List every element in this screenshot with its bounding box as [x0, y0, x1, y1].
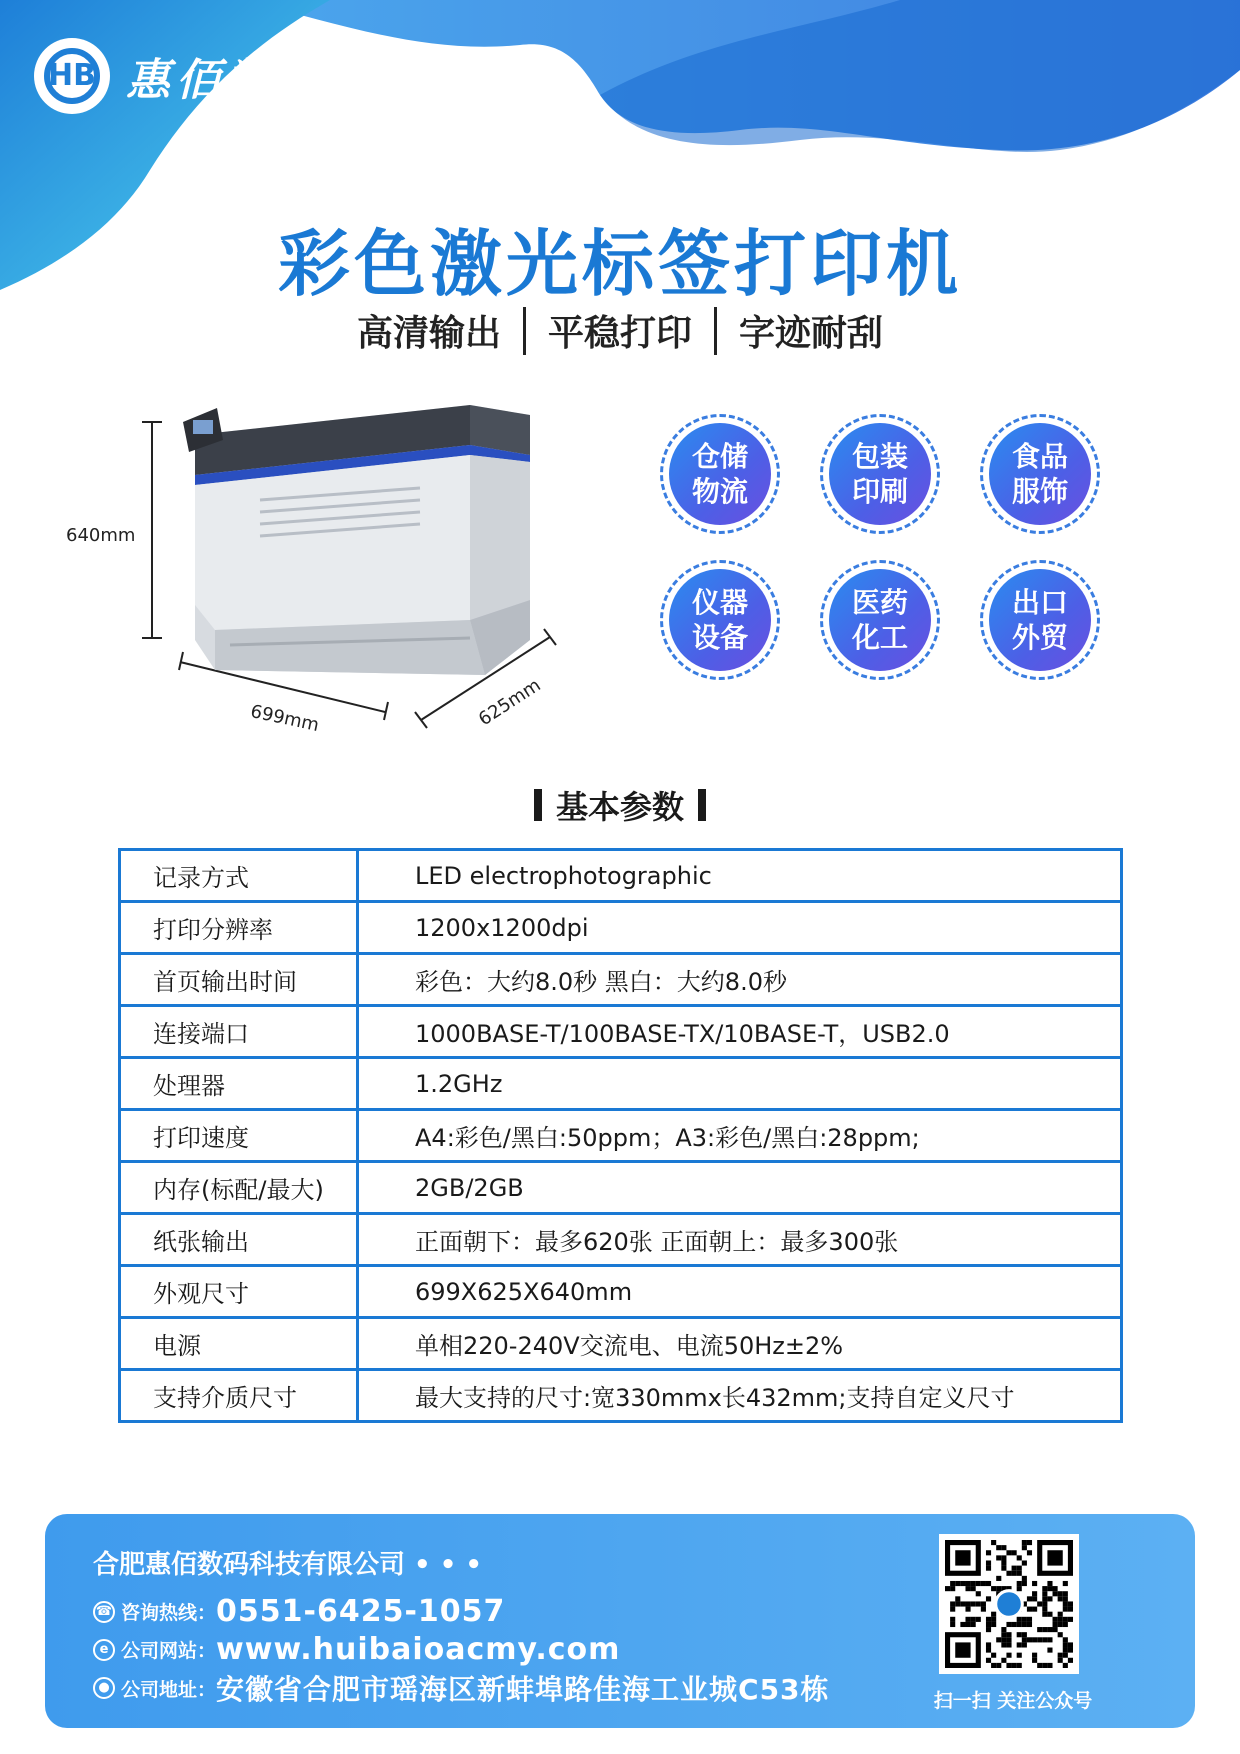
feature-tagline: [0, 305, 1240, 356]
width-label: 699mm: [248, 701, 321, 736]
logo-icon: HB: [34, 38, 110, 114]
feature-1: 高清输出: [356, 313, 501, 354]
spec-key: 首页输出时间: [120, 954, 358, 1006]
spec-key: 打印速度: [120, 1110, 358, 1162]
spec-key: 电源: [120, 1318, 358, 1370]
company-name: 合肥惠佰数码科技有限公司 • • •: [93, 1550, 483, 1580]
spec-value: 1200x1200dpi: [358, 902, 1122, 954]
divider: [523, 307, 526, 355]
spec-row: [120, 1162, 1122, 1214]
specs-table: [118, 848, 1123, 1423]
contact-footer: [45, 1514, 1195, 1728]
application-badge: 出口 外贸: [980, 560, 1100, 680]
hotline-row: ☎ 咨询热线： 0551-6425-1057: [93, 1594, 505, 1629]
spec-value: 2GB/2GB: [358, 1162, 1122, 1214]
spec-value: 最大支持的尺寸:宽330mmx长432mm;支持自定义尺寸: [358, 1370, 1122, 1422]
spec-value: 正面朝下：最多620张 正面朝上：最多300张: [358, 1214, 1122, 1266]
web-icon: e: [93, 1639, 115, 1661]
spec-key: 内存(标配/最大): [120, 1162, 358, 1214]
spec-value: A4:彩色/黑白:50ppm；A3:彩色/黑白:28ppm;: [358, 1110, 1122, 1162]
application-badge: 仪器 设备: [660, 560, 780, 680]
spec-row: [120, 1214, 1122, 1266]
spec-key: 纸张输出: [120, 1214, 358, 1266]
spec-key: 连接端口: [120, 1006, 358, 1058]
spec-row: [120, 954, 1122, 1006]
spec-key: 处理器: [120, 1058, 358, 1110]
spec-key: 外观尺寸: [120, 1266, 358, 1318]
application-badge: 医药 化工: [820, 560, 940, 680]
brand-name: 惠佰数科: [126, 55, 326, 106]
spec-row: [120, 850, 1122, 902]
specs-heading: 基本参数: [0, 782, 1240, 828]
hotline-number[interactable]: 0551-6425-1057: [216, 1594, 506, 1629]
height-label: 640mm: [66, 525, 136, 546]
feature-3: 字迹耐刮: [739, 313, 884, 354]
application-badge: 食品 服饰: [980, 414, 1100, 534]
address-row: ● 公司地址： 安徽省合肥市瑶海区新蚌埠路佳海工业城C53栋: [93, 1668, 830, 1708]
spec-value: 1.2GHz: [358, 1058, 1122, 1110]
spec-row: [120, 1370, 1122, 1422]
spec-key: 打印分辨率: [120, 902, 358, 954]
spec-row: [120, 1058, 1122, 1110]
spec-row: [120, 1110, 1122, 1162]
spec-row: [120, 902, 1122, 954]
spec-value: LED electrophotographic: [358, 850, 1122, 902]
spec-value: 单相220-240V交流电、电流50Hz±2%: [358, 1318, 1122, 1370]
feature-2: 平稳打印: [547, 313, 692, 354]
application-badge: 仓储 物流: [660, 414, 780, 534]
qr-code-icon: [945, 1540, 1073, 1668]
location-pin-icon: ●: [93, 1677, 115, 1699]
spec-value: 1000BASE-T/100BASE-TX/10BASE-T，USB2.0: [358, 1006, 1122, 1058]
qr-code: [939, 1534, 1079, 1674]
application-badge: 包装 印刷: [820, 414, 940, 534]
phone-icon: ☎: [93, 1601, 115, 1623]
spec-value: 699X625X640mm: [358, 1266, 1122, 1318]
website-row: e 公司网站： www.huibaioacmy.com: [93, 1632, 620, 1667]
spec-value: 彩色：大约8.0秒 黑白：大约8.0秒: [358, 954, 1122, 1006]
qr-caption: 扫一扫 关注公众号: [933, 1690, 1093, 1712]
spec-row: [120, 1318, 1122, 1370]
divider: [714, 307, 717, 355]
spec-key: 支持介质尺寸: [120, 1370, 358, 1422]
brand-logo: [34, 36, 326, 116]
spec-row: [120, 1006, 1122, 1058]
spec-row: [120, 1266, 1122, 1318]
spec-key: 记录方式: [120, 850, 358, 902]
website-link[interactable]: www.huibaioacmy.com: [216, 1632, 621, 1667]
page-title: 彩色激光标签打印机: [277, 222, 962, 306]
address-text: 安徽省合肥市瑶海区新蚌埠路佳海工业城C53栋: [216, 1673, 830, 1706]
depth-label: 625mm: [474, 674, 545, 731]
